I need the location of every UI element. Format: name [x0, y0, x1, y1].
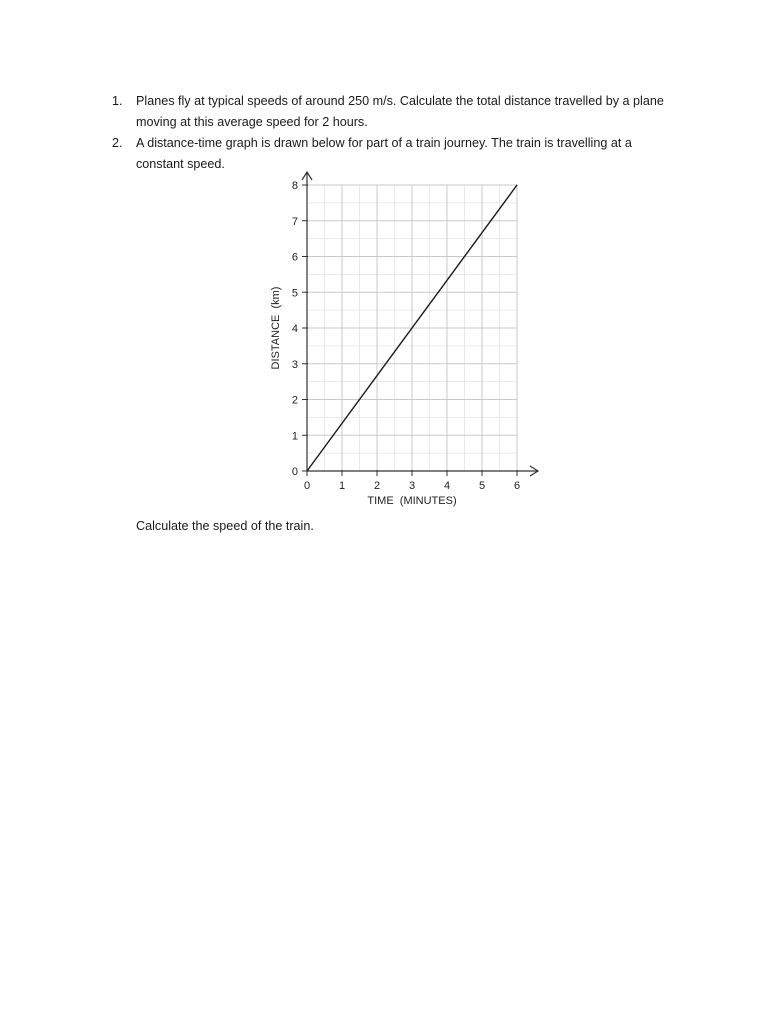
y-tick-label: 8 [291, 180, 298, 192]
y-tick-label: 2 [291, 394, 298, 407]
question-prompt: Calculate the speed of the train. [136, 519, 314, 533]
question-list [112, 91, 672, 175]
distance-time-chart [262, 166, 552, 516]
question-number: 2. [112, 136, 123, 150]
x-tick-label: 3 [408, 480, 416, 492]
x-axis-label: TIME (MINUTES) [367, 495, 457, 507]
y-tick-label: 4 [291, 323, 298, 335]
y-tick-label: 5 [291, 287, 298, 300]
x-tick-label: 2 [373, 480, 381, 492]
x-tick-label: 5 [478, 480, 486, 492]
x-tick-label: 1 [338, 480, 346, 492]
y-tick-label: 7 [291, 215, 298, 228]
question-number: 1. [112, 94, 123, 108]
x-tick-label: 0 [303, 480, 311, 492]
x-tick-label: 6 [513, 480, 521, 492]
y-tick-label: 1 [291, 430, 298, 443]
x-tick-label: 4 [443, 480, 451, 492]
distance-time-graph [262, 166, 552, 516]
y-tick-label: 6 [291, 251, 298, 264]
y-tick-label: 3 [291, 358, 298, 371]
y-axis-label: DISTANCE (km) [270, 286, 282, 370]
question-1 [112, 91, 672, 133]
question-text: Planes fly at typical speeds of around 250 m/s. Calculate the total distance travelled by a plane moving at this average speed for 2 hours. [136, 94, 664, 129]
question-text: A distance-time graph is drawn below for part of a train journey. The train is travelling at a constant speed. [136, 136, 632, 171]
y-tick-label: 0 [291, 466, 298, 478]
